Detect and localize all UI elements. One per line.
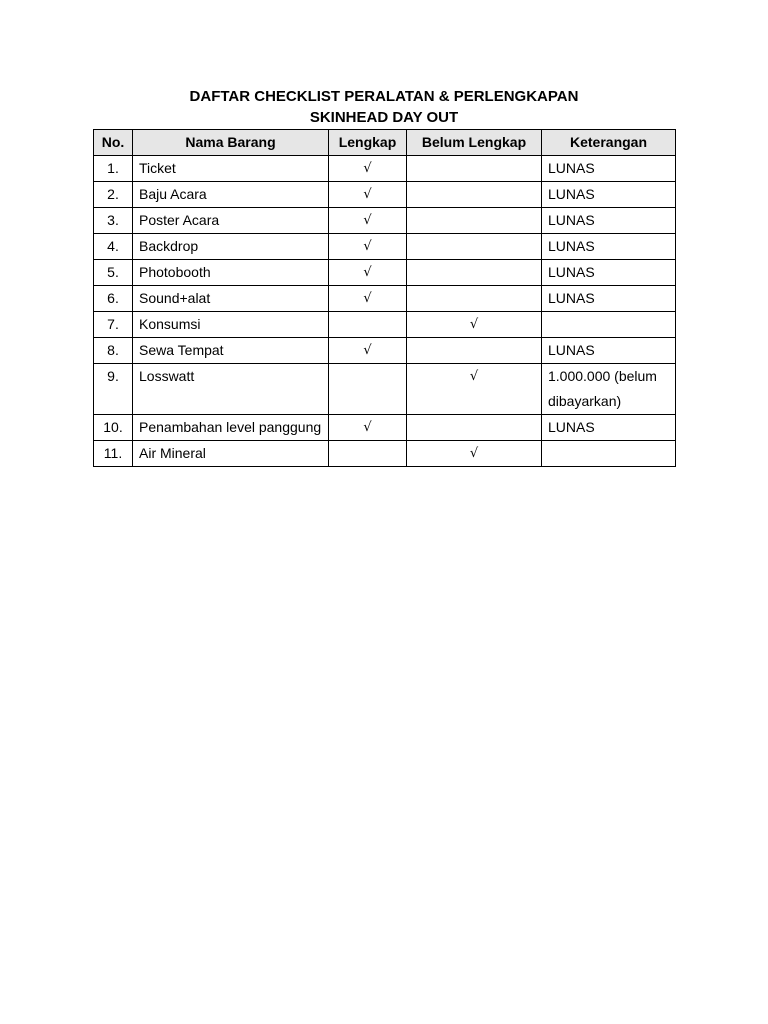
cell-nama-barang: Baju Acara bbox=[133, 182, 329, 208]
table-header-row bbox=[94, 130, 676, 156]
table-row bbox=[94, 364, 676, 415]
cell-belum-lengkap: √ bbox=[407, 364, 542, 415]
cell-belum-lengkap: √ bbox=[407, 441, 542, 467]
cell-nama-barang: Poster Acara bbox=[133, 208, 329, 234]
cell-belum-lengkap bbox=[407, 208, 542, 234]
cell-no: 9. bbox=[94, 364, 133, 415]
cell-no: 2. bbox=[94, 182, 133, 208]
cell-no: 8. bbox=[94, 338, 133, 364]
header-belum-lengkap: Belum Lengkap bbox=[407, 130, 542, 156]
cell-nama-barang: Konsumsi bbox=[133, 312, 329, 338]
document-title: DAFTAR CHECKLIST PERALATAN & PERLENGKAPAN bbox=[189, 88, 579, 105]
cell-no: 1. bbox=[94, 156, 133, 182]
cell-keterangan: LUNAS bbox=[542, 286, 676, 312]
cell-nama-barang: Losswatt bbox=[133, 364, 329, 415]
header-nama-barang: Nama Barang bbox=[133, 130, 329, 156]
cell-keterangan: LUNAS bbox=[542, 415, 676, 441]
table-row bbox=[94, 260, 676, 286]
checklist-table bbox=[93, 129, 676, 467]
cell-no: 5. bbox=[94, 260, 133, 286]
cell-nama-barang: Penambahan level panggung bbox=[133, 415, 329, 441]
cell-belum-lengkap bbox=[407, 338, 542, 364]
cell-lengkap: √ bbox=[329, 208, 407, 234]
document-subtitle: SKINHEAD DAY OUT bbox=[309, 109, 459, 126]
cell-lengkap: √ bbox=[329, 182, 407, 208]
cell-lengkap: √ bbox=[329, 260, 407, 286]
cell-lengkap bbox=[329, 441, 407, 467]
cell-keterangan: LUNAS bbox=[542, 182, 676, 208]
cell-keterangan: LUNAS bbox=[542, 156, 676, 182]
cell-belum-lengkap bbox=[407, 260, 542, 286]
table-row bbox=[94, 441, 676, 467]
cell-nama-barang: Sewa Tempat bbox=[133, 338, 329, 364]
cell-nama-barang: Ticket bbox=[133, 156, 329, 182]
cell-no: 11. bbox=[94, 441, 133, 467]
cell-keterangan: LUNAS bbox=[542, 208, 676, 234]
cell-lengkap: √ bbox=[329, 338, 407, 364]
cell-lengkap: √ bbox=[329, 286, 407, 312]
cell-belum-lengkap bbox=[407, 286, 542, 312]
cell-no: 6. bbox=[94, 286, 133, 312]
table-row bbox=[94, 415, 676, 441]
cell-lengkap: √ bbox=[329, 415, 407, 441]
cell-belum-lengkap: √ bbox=[407, 312, 542, 338]
cell-lengkap bbox=[329, 312, 407, 338]
cell-keterangan: LUNAS bbox=[542, 234, 676, 260]
header-keterangan: Keterangan bbox=[542, 130, 676, 156]
cell-keterangan bbox=[542, 441, 676, 467]
cell-no: 10. bbox=[94, 415, 133, 441]
table-row bbox=[94, 156, 676, 182]
cell-no: 7. bbox=[94, 312, 133, 338]
cell-nama-barang: Sound+alat bbox=[133, 286, 329, 312]
cell-lengkap: √ bbox=[329, 156, 407, 182]
cell-belum-lengkap bbox=[407, 234, 542, 260]
header-lengkap: Lengkap bbox=[329, 130, 407, 156]
cell-keterangan: LUNAS bbox=[542, 338, 676, 364]
cell-keterangan: LUNAS bbox=[542, 260, 676, 286]
header-no: No. bbox=[94, 130, 133, 156]
cell-keterangan bbox=[542, 312, 676, 338]
cell-nama-barang: Backdrop bbox=[133, 234, 329, 260]
cell-nama-barang: Photobooth bbox=[133, 260, 329, 286]
cell-belum-lengkap bbox=[407, 156, 542, 182]
table-row bbox=[94, 182, 676, 208]
cell-belum-lengkap bbox=[407, 182, 542, 208]
cell-keterangan: 1.000.000 (belum dibayarkan) bbox=[542, 364, 676, 415]
cell-nama-barang: Air Mineral bbox=[133, 441, 329, 467]
cell-no: 3. bbox=[94, 208, 133, 234]
cell-belum-lengkap bbox=[407, 415, 542, 441]
table-row bbox=[94, 312, 676, 338]
table-row bbox=[94, 338, 676, 364]
table-row bbox=[94, 286, 676, 312]
table-row bbox=[94, 234, 676, 260]
cell-lengkap bbox=[329, 364, 407, 415]
cell-lengkap: √ bbox=[329, 234, 407, 260]
table-row bbox=[94, 208, 676, 234]
cell-no: 4. bbox=[94, 234, 133, 260]
